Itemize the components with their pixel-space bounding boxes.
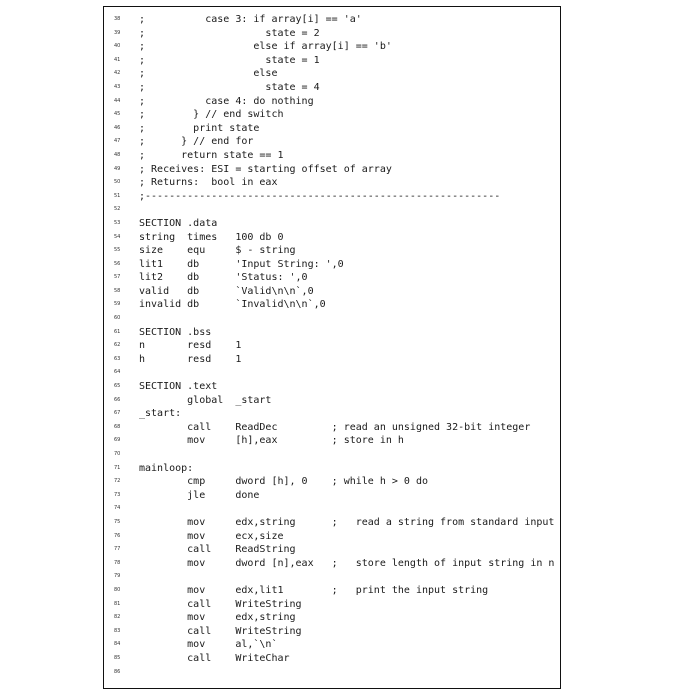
code-line [114,611,554,625]
line-number: 83 [114,627,121,634]
code-text: ; state = 2 [139,27,320,39]
code-line [114,54,554,68]
code-text: cmp dword [h], 0 ; while h > 0 do [139,476,428,488]
code-text: ; else if array[i] == 'b' [139,41,392,53]
code-line [114,40,554,54]
code-text: call WriteString [139,598,302,610]
code-line [114,326,554,340]
line-number: 38 [114,16,121,22]
line-number: 84 [114,641,121,648]
code-text: ; Receives: ESI = starting offset of array [139,163,392,175]
code-line [114,434,554,448]
line-number: 44 [114,97,121,104]
code-line [114,122,554,136]
line-number: 59 [114,301,121,308]
code-text: ; case 4: do nothing [139,95,314,107]
code-text: SECTION .data [139,217,218,229]
line-number: 45 [114,111,121,118]
code-text: global _start [139,394,272,406]
code-text: call WriteString [139,625,302,637]
line-number: 64 [114,369,121,376]
code-line [114,244,554,258]
line-number: 71 [114,464,121,471]
line-number: 79 [114,573,121,580]
line-number: 47 [114,138,121,145]
code-text: valid db `Valid\n\n`,0 [139,285,314,297]
code-line [114,462,554,476]
line-number: 41 [114,56,121,63]
code-line [114,231,554,245]
code-text: ; else [139,68,278,80]
line-number: 54 [114,233,121,240]
code-text: lit1 db 'Input String: ',0 [139,258,344,270]
code-line [114,298,554,312]
line-number: 63 [114,355,121,362]
line-number: 77 [114,546,121,553]
code-text: ; return state == 1 [139,149,284,161]
code-line [114,638,554,652]
code-text: mov dword [n],eax ; store length of input string in n [139,557,555,569]
code-line [114,570,554,584]
line-number: 66 [114,396,121,403]
code-text: ;----------------------------------------------------------- [139,190,501,202]
code-line [114,13,554,27]
line-number: 57 [114,274,121,281]
code-text: ; } // end switch [139,109,284,121]
code-line [114,475,554,489]
line-number: 51 [114,192,121,199]
line-number: 52 [114,206,121,213]
code-text: ; Returns: bool in eax [139,177,278,189]
code-text: ; } // end for [139,136,254,148]
code-text: h resd 1 [139,353,242,365]
line-number: 68 [114,423,121,430]
code-line [114,353,554,367]
line-number: 50 [114,179,121,186]
line-number: 53 [114,219,121,226]
line-number: 61 [114,328,121,335]
line-number: 67 [114,410,121,417]
code-text: call ReadString [139,544,296,556]
line-number: 43 [114,83,121,90]
code-text: mov [h],eax ; store in h [139,435,404,447]
line-number: 49 [114,165,121,172]
code-text: SECTION .bss [139,326,212,338]
line-number: 42 [114,70,121,77]
line-number: 46 [114,124,121,131]
code-text: invalid db `Invalid\n\n`,0 [139,299,326,311]
code-line [114,67,554,81]
code-text: mainloop: [139,462,194,474]
code-text: mov edx,lit1 ; print the input string [139,584,489,596]
code-text: jle done [139,489,260,501]
code-text: n resd 1 [139,340,242,352]
code-line [114,203,554,217]
code-text: ; state = 1 [139,54,320,66]
line-number: 39 [114,29,121,36]
line-number: 75 [114,518,121,525]
code-text: mov al,`\n` [139,639,278,651]
code-line [114,217,554,231]
line-number: 73 [114,491,121,498]
code-text: call ReadDec ; read an unsigned 32-bit integer [139,421,531,433]
code-line [114,81,554,95]
code-line [114,95,554,109]
line-number: 69 [114,437,121,444]
code-text: call WriteChar [139,652,290,664]
code-text: _start: [139,408,182,420]
code-line [114,407,554,421]
code-line [114,27,554,41]
code-line [114,339,554,353]
code-text: ; state = 4 [139,81,320,93]
line-number: 81 [114,600,121,607]
line-number: 48 [114,151,121,158]
code-line [114,312,554,326]
line-number: 82 [114,614,121,621]
line-number: 72 [114,478,121,485]
code-text: lit2 db 'Status: ',0 [139,272,308,284]
line-number: 70 [114,451,121,457]
code-line [114,163,554,177]
line-number: 40 [114,43,121,50]
code-listing [114,13,554,679]
code-line [114,666,554,680]
code-line [114,448,554,462]
code-line [114,380,554,394]
line-number: 86 [114,668,121,675]
line-number: 62 [114,342,121,349]
code-line [114,135,554,149]
code-listing-frame [103,6,561,689]
code-line [114,271,554,285]
code-line [114,366,554,380]
code-line [114,285,554,299]
code-text: ; case 3: if array[i] == 'a' [139,14,362,25]
code-line [114,176,554,190]
code-line [114,543,554,557]
line-number: 85 [114,654,121,661]
code-line [114,421,554,435]
code-line [114,108,554,122]
code-text: size equ $ - string [139,245,296,257]
line-number: 58 [114,287,121,294]
line-number: 74 [114,505,121,512]
code-line [114,557,554,571]
line-number: 65 [114,383,121,390]
code-text: SECTION .text [139,381,218,393]
code-text: string times 100 db 0 [139,231,284,243]
code-line [114,516,554,530]
code-text: ; print state [139,122,260,134]
code-line [114,489,554,503]
code-line [114,625,554,639]
code-line [114,598,554,612]
line-number: 76 [114,532,121,539]
code-line [114,394,554,408]
line-number: 60 [114,315,121,322]
code-line [114,652,554,666]
line-number: 80 [114,586,121,593]
code-line [114,149,554,163]
code-line [114,190,554,204]
code-line [114,258,554,272]
line-number: 56 [114,260,121,267]
code-text: mov edx,string ; read a string from standard input [139,516,555,528]
code-line [114,502,554,516]
code-line [114,584,554,598]
line-number: 55 [114,247,121,254]
line-number: 78 [114,559,121,566]
code-text: mov edx,string [139,612,296,624]
code-text: mov ecx,size [139,530,284,542]
code-line [114,530,554,544]
